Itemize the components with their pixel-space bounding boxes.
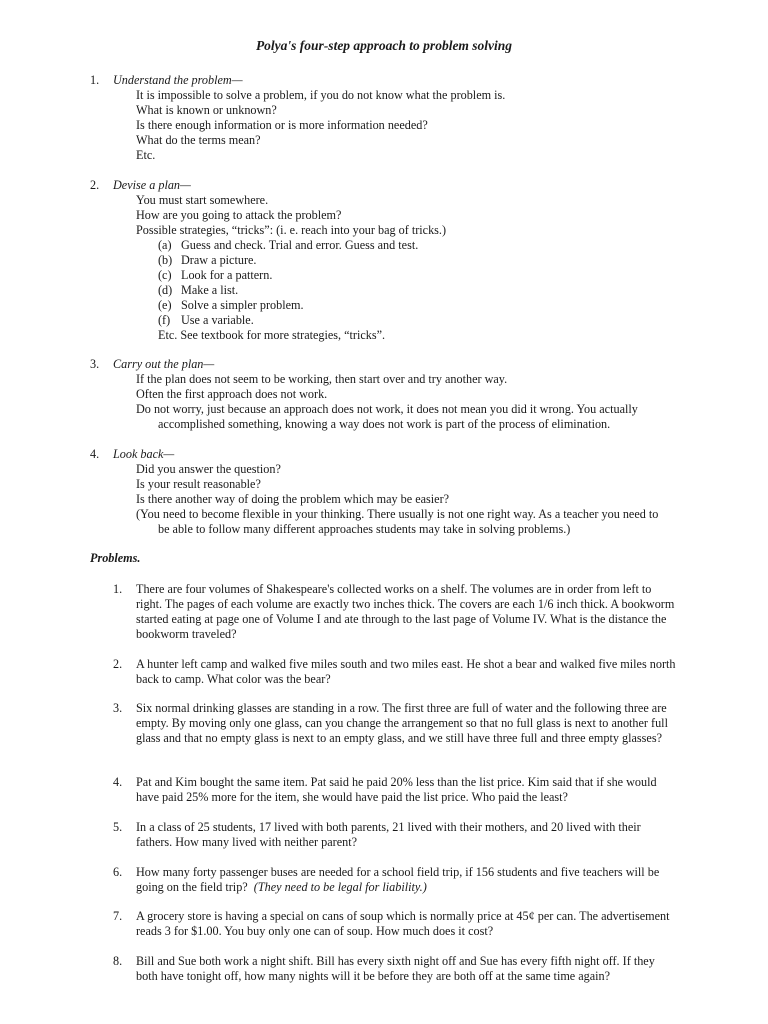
option-text: Use a variable.: [181, 313, 254, 327]
problem-text: [136, 865, 676, 895]
problem-text: There are four volumes of Shakespeare's collected works on a shelf. The volumes are in order from left to right. The pages of each volume are exactly two inches thick. The covers are each 1/6 inch thick. A bookworm started eating at page one of Volume I and ate through to the last page of Volume IV. What is the distance the bookworm traveled?: [136, 582, 675, 641]
problem-number: 7.: [113, 909, 123, 923]
problem-number: 3.: [113, 701, 123, 715]
step-line: It is impossible to solve a problem, if you do not know what the problem is.: [136, 88, 506, 102]
step-line: Etc.: [136, 148, 156, 162]
step-line: Possible strategies, “tricks”: (i. e. reach into your bag of tricks.): [136, 223, 447, 237]
step-line: What do the terms mean?: [136, 133, 261, 147]
option-letter: (c): [158, 268, 172, 282]
step-line: Often the first approach does not work.: [136, 387, 328, 401]
problem-number: 5.: [113, 820, 123, 834]
step-line: How are you going to attack the problem?: [136, 208, 342, 222]
option-text: Draw a picture.: [181, 253, 257, 267]
option-letter: (e): [158, 298, 172, 312]
problem-number: 1.: [113, 582, 123, 596]
step-line: Is your result reasonable?: [136, 477, 261, 491]
step-heading: Understand the problem—: [113, 73, 243, 87]
step-number: 2.: [90, 178, 100, 192]
step-line: (You need to become flexible in your thinking. There usually is not one right way. As a teacher you need to: [136, 507, 659, 521]
problem-main-text: How many forty passenger buses are needed for a school field trip, if 156 students and five teachers will be going on the field trip?: [136, 865, 660, 894]
problem-text: Pat and Kim bought the same item. Pat said he paid 20% less than the list price. Kim said that if she would have paid 25% more for the item, she would have paid the list price. Who paid the least?: [136, 775, 657, 804]
step-heading: Carry out the plan—: [113, 357, 215, 371]
step-number: 1.: [90, 73, 100, 87]
problems-heading: Problems.: [90, 551, 141, 565]
problem-number: 2.: [113, 657, 123, 671]
step-line: You must start somewhere.: [136, 193, 269, 207]
step-line: Do not worry, just because an approach does not work, it does not mean you did it wrong. You actually: [136, 402, 638, 416]
problem-text: In a class of 25 students, 17 lived with both parents, 21 lived with their mothers, and 20 lived with their fathers. How many lived with neither parent?: [136, 820, 641, 849]
step-number: 4.: [90, 447, 100, 461]
option-text: Look for a pattern.: [181, 268, 273, 282]
problem-number: 8.: [113, 954, 123, 968]
option-letter: (a): [158, 238, 172, 252]
problem-note: (They need to be legal for liability.): [253, 879, 427, 894]
problem-text: Six normal drinking glasses are standing in a row. The first three are full of water and the following three are empty. By moving only one glass, can you change the arrangement so that no full glass is next to another full glass and that no empty glass is next to an empty glass, and we still have three full and three empty glasses?: [136, 701, 668, 745]
problem-number: 6.: [113, 865, 123, 879]
option-text: Solve a simpler problem.: [181, 298, 304, 312]
option-text: Make a list.: [181, 283, 239, 297]
step-line: What is known or unknown?: [136, 103, 277, 117]
step-line: Did you answer the question?: [136, 462, 281, 476]
step-heading: Look back—: [113, 447, 175, 461]
step-line: If the plan does not seem to be working, then start over and try another way.: [136, 372, 508, 386]
option-letter: (f): [158, 313, 171, 327]
option-text: Guess and check. Trial and error. Guess and test.: [181, 238, 419, 252]
problem-number: 4.: [113, 775, 123, 789]
step-line: Is there enough information or is more information needed?: [136, 118, 428, 132]
step-continuation: accomplished something, knowing a way does not work is part of the process of elimination.: [158, 417, 611, 431]
step-etc: Etc. See textbook for more strategies, “tricks”.: [158, 328, 386, 342]
step-heading: Devise a plan—: [113, 178, 191, 192]
problem-text: A hunter left camp and walked five miles south and two miles east. He shot a bear and walked five miles north back to camp. What color was the bear?: [136, 657, 676, 686]
page-title: Polya's four-step approach to problem solving: [255, 38, 513, 53]
problem-text: A grocery store is having a special on cans of soup which is normally price at 45¢ per can. The advertisement reads 3 for $1.00. You buy only one can of soup. How much does it cost?: [136, 909, 670, 938]
option-letter: (d): [158, 283, 173, 297]
step-number: 3.: [90, 357, 100, 371]
option-letter: (b): [158, 253, 173, 267]
step-continuation: be able to follow many different approaches students may take in solving problems.): [158, 522, 571, 536]
step-line: Is there another way of doing the problem which may be easier?: [136, 492, 450, 506]
problem-text: Bill and Sue both work a night shift. Bill has every sixth night off and Sue has every fifth night off. If they both have tonight off, how many nights will it be before they are both off at the same time again?: [136, 954, 655, 983]
